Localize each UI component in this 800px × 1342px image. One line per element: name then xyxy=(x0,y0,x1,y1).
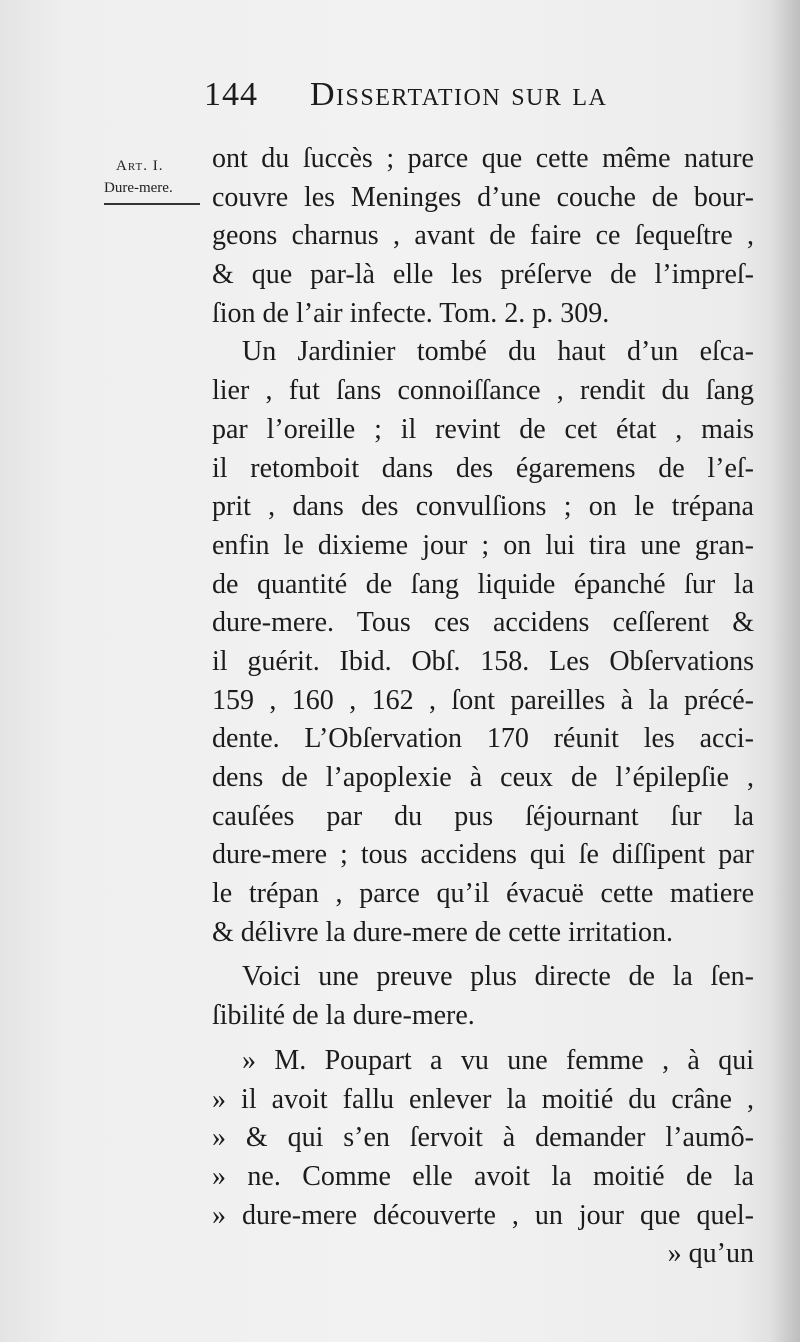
margin-note-rule xyxy=(104,203,200,205)
text-line: par l’oreille ; il revint de cet état , mais xyxy=(212,413,754,445)
text-line: cauſées par du pus ſéjournant ſur la xyxy=(212,800,754,832)
text-line: lier , fut ſans connoiſſance , rendit du ſang xyxy=(212,375,754,407)
text-line: le trépan , parce qu’il évacuë cette matiere xyxy=(212,878,754,910)
text-line: Voici une preuve plus directe de la ſen- xyxy=(242,961,754,993)
text-line: prit , dans des convulſions ; on le trépana xyxy=(212,491,754,523)
text-line: » il avoit fallu enlever la moitié du crâne , xyxy=(212,1083,754,1115)
text-line: 159 , 160 , 162 , ſont pareilles à la précé- xyxy=(212,684,754,716)
text-line: enfin le dixieme jour ; on lui tira une gran- xyxy=(212,529,754,561)
text-line: dure-mere ; tous accidens qui ſe diſſipent par xyxy=(212,839,754,871)
margin-note xyxy=(104,155,206,205)
text-line: ſibilité de la dure-mere. xyxy=(212,1000,475,1032)
text-line: dente. L’Obſervation 170 réunit les acci- xyxy=(212,723,754,755)
body-text xyxy=(212,140,754,1274)
text-line: couvre les Meninges d’une couche de bour- xyxy=(212,181,754,213)
page-number: 144 xyxy=(204,76,258,113)
text-line: ont du ſuccès ; parce que cette même nature xyxy=(212,143,754,174)
text-line: geons charnus , avant de faire ce ſequeſtre , xyxy=(212,220,754,252)
text-line: dens de l’apoplexie à ceux de l’épilepſie , xyxy=(212,762,754,793)
margin-note-topic: Dure-mere. xyxy=(104,180,173,196)
text-line: & que par-là elle les préſerve de l’impreſ- xyxy=(212,259,754,291)
text-line: il guérit. Ibid. Obſ. 158. Les Obſervations xyxy=(212,645,754,677)
text-line: dure-mere. Tous ces accidens ceſſerent & xyxy=(212,607,754,639)
running-head xyxy=(198,72,658,116)
text-line: ſion de l’air infecte. Tom. 2. p. 309. xyxy=(212,297,610,329)
text-line: » M. Poupart a vu une femme , à qui xyxy=(242,1044,754,1076)
text-line: » ne. Comme elle avoit la moitié de la xyxy=(212,1160,754,1192)
text-line: il retomboit dans des égaremens de l’eſ- xyxy=(212,452,754,484)
text-line: Un Jardinier tombé du haut d’un eſca- xyxy=(242,336,754,368)
running-title: Dissertation sur la xyxy=(310,76,608,113)
text-line: & délivre la dure-mere de cette irritation. xyxy=(212,916,674,948)
text-line: » dure-mere découverte , un jour que quel- xyxy=(212,1199,754,1231)
text-line: de quantité de ſang liquide épanché ſur la xyxy=(212,568,754,600)
text-line: » & qui s’en ſervoit à demander l’aumô- xyxy=(212,1122,754,1154)
margin-note-article: Art. I. xyxy=(116,158,164,174)
catchword: » qu’un xyxy=(667,1238,754,1270)
page-edge-shadow xyxy=(770,0,800,1342)
